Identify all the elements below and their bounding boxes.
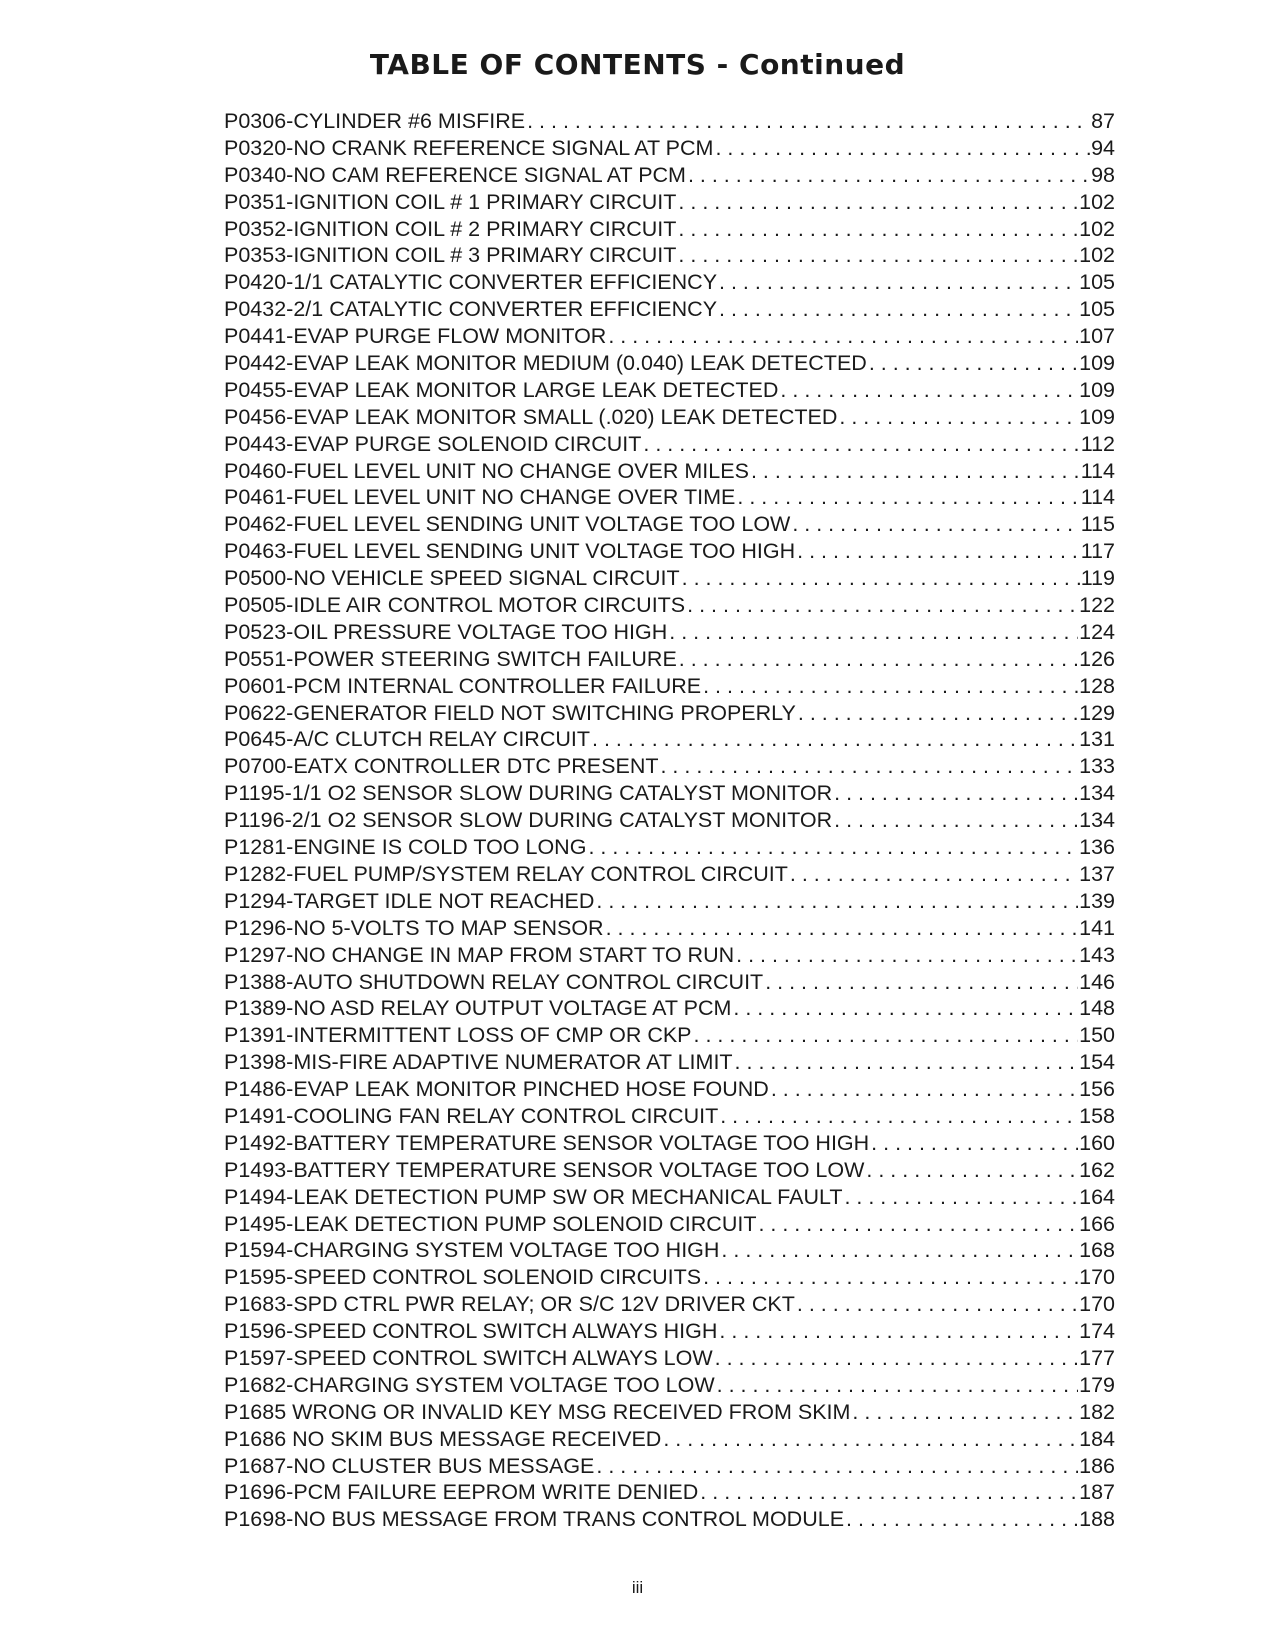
toc-dot-leader: [850, 1399, 1078, 1426]
toc-entry-page: 87: [1091, 109, 1115, 133]
toc-entry-label: P1494-LEAK DETECTION PUMP SW OR MECHANICAL FAULT: [224, 1184, 843, 1209]
toc-entry-label: P0353-IGNITION COIL # 3 PRIMARY CIRCUIT: [224, 243, 677, 268]
toc-entry: [224, 1049, 1115, 1076]
toc-entry-label: P1196-2/1 O2 SENSOR SLOW DURING CATALYST MONITOR: [224, 808, 833, 833]
toc-entry: [224, 108, 1115, 135]
toc-entry-label: P1685 WRONG OR INVALID KEY MSG RECEIVED FROM SKIM: [224, 1399, 851, 1424]
toc-entry-label: P1698-NO BUS MESSAGE FROM TRANS CONTROL MODULE: [224, 1507, 845, 1532]
toc-list: [224, 108, 1115, 1533]
toc-entry-page: 131: [1079, 727, 1115, 752]
toc-entry: [224, 1184, 1115, 1211]
toc-entry-page: 129: [1079, 700, 1115, 725]
toc-dot-leader: [778, 377, 1078, 404]
toc-entry-label: P1683-SPD CTRL PWR RELAY; OR S/C 12V DRIVER CKT: [224, 1292, 795, 1317]
toc-entry: [224, 1479, 1115, 1506]
toc-entry-label: P0432-2/1 CATALYTIC CONVERTER EFFICIENCY: [224, 297, 718, 322]
toc-entry: [224, 861, 1115, 888]
toc-entry-page: 154: [1079, 1050, 1115, 1075]
toc-dot-leader: [749, 458, 1080, 485]
toc-entry-page: 109: [1079, 351, 1115, 376]
toc-entry: [224, 915, 1115, 942]
toc-entry: [224, 780, 1115, 807]
toc-entry-page: 187: [1079, 1480, 1115, 1505]
toc-entry-page: 166: [1079, 1211, 1115, 1236]
toc-dot-leader: [719, 1237, 1078, 1264]
toc-dot-leader: [676, 216, 1078, 243]
toc-entry-label: P0551-POWER STEERING SWITCH FAILURE: [224, 646, 677, 671]
toc-entry-page: 105: [1079, 297, 1115, 322]
toc-entry-label: P1491-COOLING FAN RELAY CONTROL CIRCUIT: [224, 1103, 719, 1128]
toc-entry: [224, 565, 1115, 592]
toc-entry-label: P0645-A/C CLUTCH RELAY CIRCUIT: [224, 727, 590, 752]
toc-entry-page: 107: [1079, 324, 1115, 349]
toc-entry: [224, 1426, 1115, 1453]
toc-entry: [224, 646, 1115, 673]
toc-entry-page: 98: [1091, 162, 1115, 187]
toc-entry-label: P1495-LEAK DETECTION PUMP SOLENOID CIRCUIT: [224, 1211, 757, 1236]
toc-entry: [224, 1237, 1115, 1264]
toc-entry-page: 146: [1079, 969, 1115, 994]
toc-entry: [224, 323, 1115, 350]
toc-entry: [224, 700, 1115, 727]
toc-entry-page: 141: [1079, 915, 1115, 940]
toc-entry: [224, 834, 1115, 861]
toc-entry-label: P0461-FUEL LEVEL UNIT NO CHANGE OVER TIME: [224, 485, 736, 510]
toc-entry: [224, 807, 1115, 834]
toc-dot-leader: [796, 700, 1078, 727]
toc-entry: [224, 726, 1115, 753]
toc-entry-page: 158: [1079, 1103, 1115, 1128]
toc-entry-label: P1398-MIS-FIRE ADAPTIVE NUMERATOR AT LIMIT: [224, 1050, 733, 1075]
toc-dot-leader: [667, 619, 1078, 646]
toc-entry-label: P0420-1/1 CATALYTIC CONVERTER EFFICIENCY: [224, 270, 718, 295]
toc-entry: [224, 1372, 1115, 1399]
toc-dot-leader: [677, 646, 1078, 673]
toc-dot-leader: [594, 888, 1078, 915]
toc-entry-label: P1486-EVAP LEAK MONITOR PINCHED HOSE FOUND: [224, 1077, 769, 1102]
toc-entry-label: P1594-CHARGING SYSTEM VOLTAGE TOO HIGH: [224, 1238, 720, 1263]
toc-entry-label: P0441-EVAP PURGE FLOW MONITOR: [224, 324, 607, 349]
toc-entry-label: P0700-EATX CONTROLLER DTC PRESENT: [224, 754, 659, 779]
toc-entry-label: P0320-NO CRANK REFERENCE SIGNAL AT PCM: [224, 135, 714, 160]
toc-entry: [224, 189, 1115, 216]
toc-entry: [224, 404, 1115, 431]
toc-entry: [224, 431, 1115, 458]
toc-dot-leader: [832, 780, 1078, 807]
toc-dot-leader: [735, 484, 1079, 511]
toc-entry-page: 102: [1079, 189, 1115, 214]
toc-dot-leader: [731, 995, 1078, 1022]
toc-entry-page: 126: [1079, 646, 1115, 671]
toc-entry-page: 184: [1079, 1426, 1115, 1451]
toc-dot-leader: [676, 242, 1078, 269]
toc-dot-leader: [692, 1022, 1079, 1049]
toc-entry: [224, 995, 1115, 1022]
toc-entry-page: 124: [1079, 619, 1115, 644]
toc-entry-label: P0601-PCM INTERNAL CONTROLLER FAILURE: [224, 673, 702, 698]
toc-entry-label: P0443-EVAP PURGE SOLENOID CIRCUIT: [224, 431, 642, 456]
toc-entry-label: P0462-FUEL LEVEL SENDING UNIT VOLTAGE TOO LOW: [224, 512, 791, 537]
toc-dot-leader: [756, 1211, 1078, 1238]
toc-entry-label: P1389-NO ASD RELAY OUTPUT VOLTAGE AT PCM: [224, 996, 732, 1021]
toc-entry-page: 122: [1079, 593, 1115, 618]
toc-entry-label: P1294-TARGET IDLE NOT REACHED: [224, 888, 595, 913]
toc-entry-page: 115: [1080, 512, 1115, 537]
toc-entry: [224, 1291, 1115, 1318]
toc-dot-leader: [641, 431, 1079, 458]
toc-entry-page: 94: [1091, 135, 1115, 160]
toc-dot-leader: [837, 404, 1078, 431]
toc-dot-leader: [701, 1264, 1078, 1291]
toc-entry-page: 128: [1079, 673, 1115, 698]
toc-entry: [224, 162, 1115, 189]
toc-entry-label: P0456-EVAP LEAK MONITOR SMALL (.020) LEAK DETECTED: [224, 404, 838, 429]
toc-entry: [224, 969, 1115, 996]
toc-entry: [224, 673, 1115, 700]
toc-entry-page: 179: [1079, 1372, 1115, 1397]
toc-entry: [224, 350, 1115, 377]
toc-entry: [224, 942, 1115, 969]
toc-entry-label: P1682-CHARGING SYSTEM VOLTAGE TOO LOW: [224, 1372, 715, 1397]
toc-entry-page: 162: [1079, 1157, 1115, 1182]
toc-entry: [224, 1022, 1115, 1049]
toc-entry-label: P1597-SPEED CONTROL SWITCH ALWAYS LOW: [224, 1345, 713, 1370]
toc-entry-page: 156: [1079, 1077, 1115, 1102]
toc-dot-leader: [717, 296, 1078, 323]
toc-entry-page: 139: [1079, 888, 1115, 913]
toc-entry: [224, 1157, 1115, 1184]
toc-entry: [224, 511, 1115, 538]
toc-entry-page: 160: [1079, 1130, 1115, 1155]
toc-dot-leader: [713, 135, 1090, 162]
toc-entry-label: P0460-FUEL LEVEL UNIT NO CHANGE OVER MILES: [224, 458, 749, 483]
toc-entry: [224, 1103, 1115, 1130]
toc-dot-leader: [844, 1506, 1078, 1533]
toc-entry-page: 134: [1079, 808, 1115, 833]
toc-entry: [224, 242, 1115, 269]
toc-entry-page: 174: [1079, 1319, 1115, 1344]
toc-dot-leader: [717, 269, 1078, 296]
toc-entry: [224, 1453, 1115, 1480]
toc-entry: [224, 1345, 1115, 1372]
toc-entry-page: 105: [1079, 270, 1115, 295]
toc-entry-page: 102: [1079, 243, 1115, 268]
toc-entry-page: 182: [1079, 1399, 1115, 1424]
toc-entry-label: P1492-BATTERY TEMPERATURE SENSOR VOLTAGE TOO HIGH: [224, 1130, 870, 1155]
toc-entry-page: 170: [1079, 1292, 1115, 1317]
toc-entry-label: P1282-FUEL PUMP/SYSTEM RELAY CONTROL CIRCUIT: [224, 861, 788, 886]
toc-entry: [224, 216, 1115, 243]
toc-entry-label: P1388-AUTO SHUTDOWN RELAY CONTROL CIRCUIT: [224, 969, 764, 994]
toc-dot-leader: [717, 1318, 1078, 1345]
toc-entry-label: P0500-NO VEHICLE SPEED SIGNAL CIRCUIT: [224, 566, 680, 591]
page-title: TABLE OF CONTENTS - Continued: [369, 48, 906, 81]
toc-entry-page: 114: [1080, 458, 1115, 483]
toc-dot-leader: [869, 1130, 1078, 1157]
toc-entry-page: 188: [1079, 1507, 1115, 1532]
toc-entry-label: P1687-NO CLUSTER BUS MESSAGE: [224, 1453, 595, 1478]
toc-entry-label: P0306-CYLINDER #6 MISFIRE: [224, 109, 526, 133]
toc-entry-label: P1297-NO CHANGE IN MAP FROM START TO RUN: [224, 942, 735, 967]
toc-dot-leader: [763, 969, 1078, 996]
toc-dot-leader: [788, 861, 1078, 888]
toc-entry-label: P1596-SPEED CONTROL SWITCH ALWAYS HIGH: [224, 1319, 718, 1344]
toc-entry-page: 170: [1079, 1265, 1115, 1290]
toc-dot-leader: [842, 1184, 1078, 1211]
toc-dot-leader: [658, 753, 1078, 780]
toc-dot-leader: [715, 1372, 1078, 1399]
toc-dot-leader: [525, 108, 1090, 135]
toc-dot-leader: [698, 1479, 1078, 1506]
toc-dot-leader: [606, 323, 1078, 350]
toc-entry-page: 168: [1079, 1238, 1115, 1263]
toc-entry-page: 133: [1079, 754, 1115, 779]
toc-dot-leader: [604, 915, 1079, 942]
toc-entry-label: P1686 NO SKIM BUS MESSAGE RECEIVED: [224, 1426, 662, 1451]
toc-entry-label: P1281-ENGINE IS COLD TOO LONG: [224, 835, 587, 860]
toc-entry: [224, 269, 1115, 296]
toc-entry-page: 114: [1080, 485, 1115, 510]
toc-entry-page: 117: [1080, 539, 1115, 564]
toc-entry: [224, 1506, 1115, 1533]
toc-entry-label: P0455-EVAP LEAK MONITOR LARGE LEAK DETECTED: [224, 377, 779, 402]
toc-entry-page: 150: [1079, 1023, 1115, 1048]
toc-dot-leader: [701, 673, 1078, 700]
toc-entry-page: 109: [1079, 377, 1115, 402]
toc-entry-label: P0463-FUEL LEVEL SENDING UNIT VOLTAGE TOO HIGH: [224, 539, 796, 564]
toc-entry-page: 102: [1079, 216, 1115, 241]
toc-entry: [224, 1130, 1115, 1157]
toc-entry-page: 119: [1080, 566, 1115, 591]
toc-entry: [224, 592, 1115, 619]
toc-entry-label: P0523-OIL PRESSURE VOLTAGE TOO HIGH: [224, 619, 668, 644]
toc-entry-page: 134: [1079, 781, 1115, 806]
toc-dot-leader: [795, 1291, 1078, 1318]
toc-entry-page: 148: [1079, 996, 1115, 1021]
toc-entry: [224, 619, 1115, 646]
toc-entry: [224, 484, 1115, 511]
toc-entry-label: P0340-NO CAM REFERENCE SIGNAL AT PCM: [224, 162, 686, 187]
toc-entry-label: P1296-NO 5-VOLTS TO MAP SENSOR: [224, 915, 604, 940]
toc-entry: [224, 753, 1115, 780]
toc-dot-leader: [734, 942, 1078, 969]
toc-dot-leader: [867, 350, 1078, 377]
toc-dot-leader: [832, 807, 1078, 834]
toc-entry: [224, 458, 1115, 485]
toc-dot-leader: [685, 592, 1078, 619]
toc-entry-page: 143: [1079, 942, 1115, 967]
toc-entry-label: P0505-IDLE AIR CONTROL MOTOR CIRCUITS: [224, 593, 686, 618]
toc-entry-label: P1195-1/1 O2 SENSOR SLOW DURING CATALYST MONITOR: [224, 781, 833, 806]
toc-entry: [224, 1318, 1115, 1345]
page-number: iii: [631, 1578, 644, 1597]
toc-dot-leader: [590, 726, 1078, 753]
toc-dot-leader: [586, 834, 1078, 861]
toc-entry: [224, 1211, 1115, 1238]
toc-entry-label: P0622-GENERATOR FIELD NOT SWITCHING PROPERLY: [224, 700, 796, 725]
toc-entry: [224, 135, 1115, 162]
toc-entry: [224, 1399, 1115, 1426]
toc-entry: [224, 1264, 1115, 1291]
toc-entry: [224, 296, 1115, 323]
toc-entry-page: 109: [1079, 404, 1115, 429]
toc-dot-leader: [864, 1157, 1078, 1184]
toc-entry-page: 164: [1079, 1184, 1115, 1209]
toc-entry-label: P1696-PCM FAILURE EEPROM WRITE DENIED: [224, 1480, 699, 1505]
toc-dot-leader: [790, 511, 1079, 538]
toc-entry-page: 136: [1079, 835, 1115, 860]
toc-entry: [224, 377, 1115, 404]
toc-entry: [224, 888, 1115, 915]
toc-entry-label: P0352-IGNITION COIL # 2 PRIMARY CIRCUIT: [224, 216, 677, 241]
toc-dot-leader: [594, 1453, 1078, 1480]
toc-entry-label: P0442-EVAP LEAK MONITOR MEDIUM (0.040) LEAK DETECTED: [224, 351, 867, 376]
toc-entry-label: P1391-INTERMITTENT LOSS OF CMP OR CKP: [224, 1023, 692, 1048]
toc-dot-leader: [686, 162, 1090, 189]
toc-dot-leader: [713, 1345, 1078, 1372]
toc-dot-leader: [795, 538, 1080, 565]
toc-dot-leader: [661, 1426, 1078, 1453]
toc-entry-page: 137: [1079, 861, 1115, 886]
toc-entry: [224, 1076, 1115, 1103]
toc-entry-label: P1493-BATTERY TEMPERATURE SENSOR VOLTAGE TOO LOW: [224, 1157, 865, 1182]
toc-entry: [224, 538, 1115, 565]
toc-dot-leader: [680, 565, 1080, 592]
toc-dot-leader: [676, 189, 1078, 216]
toc-dot-leader: [733, 1049, 1079, 1076]
toc-dot-leader: [769, 1076, 1078, 1103]
toc-entry-label: P0351-IGNITION COIL # 1 PRIMARY CIRCUIT: [224, 189, 677, 214]
toc-entry-page: 177: [1079, 1345, 1115, 1370]
toc-entry-label: P1595-SPEED CONTROL SOLENOID CIRCUITS: [224, 1265, 702, 1290]
toc-dot-leader: [718, 1103, 1078, 1130]
toc-entry-page: 112: [1080, 431, 1115, 456]
toc-entry-page: 186: [1079, 1453, 1115, 1478]
